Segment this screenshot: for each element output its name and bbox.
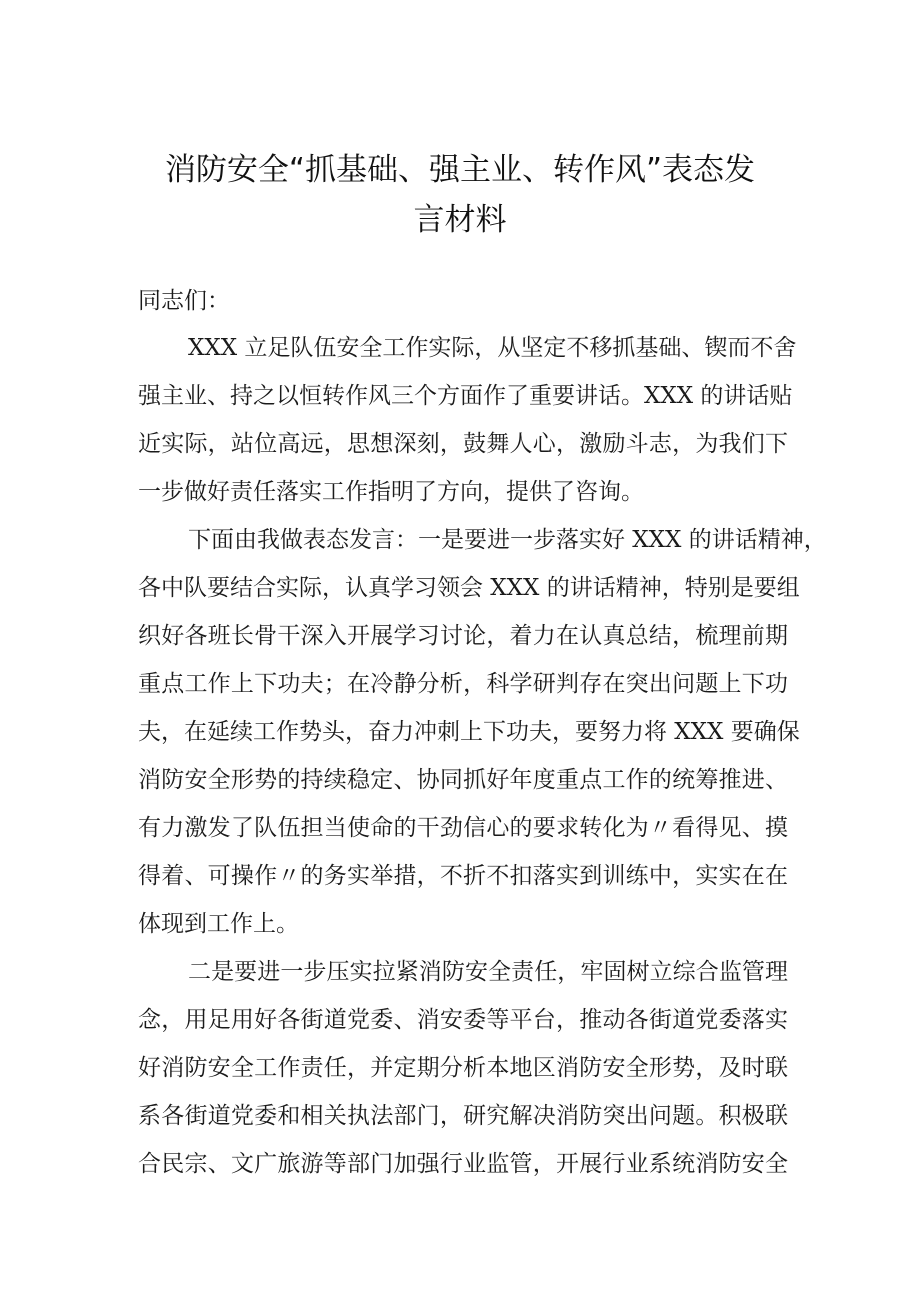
body-line: 好消防安全工作责任，并定期分析本地区消防安全形势，及时联 [138, 1055, 788, 1081]
body-line: 强主业、持之以恒转作风三个方面作了重要讲话。XXX 的讲话贴 [138, 383, 793, 409]
body-line: 二是要进一步压实拉紧消防安全责任，牢固树立综合监管理 [188, 959, 788, 985]
body-line: 下面由我做表态发言：一是要进一步落实好 XXX 的讲话精神， [188, 527, 827, 553]
salutation: 同志们： [138, 288, 230, 314]
body-line: XXX 立足队伍安全工作实际，从坚定不移抓基础、锲而不舍 [188, 335, 797, 361]
body-line: 得着、可操作〃的务实举措，不折不扣落实到训练中，实实在在 [138, 863, 788, 889]
body-line: 一步做好责任落实工作指明了方向，提供了咨询。 [138, 479, 644, 505]
document-title-line-1: 消防安全“抓基础、强主业、转作风”表态发 [164, 152, 756, 188]
body-line: 各中队要结合实际，认真学习领会 XXX 的讲话精神，特别是要组 [138, 575, 800, 601]
body-line: 系各街道党委和相关执法部门，研究解决消防突出问题。积极联 [138, 1103, 788, 1129]
body-line: 夫，在延续工作势头，奋力冲刺上下功夫，要努力将 XXX 要确保 [138, 719, 800, 745]
body-line: 有力激发了队伍担当使命的干劲信心的要求转化为〃看得见、摸 [138, 815, 788, 841]
body-line: 消防安全形势的持续稳定、协同抓好年度重点工作的统筹推进、 [138, 767, 788, 793]
body-line: 织好各班长骨干深入开展学习讨论，着力在认真总结，梳理前期 [138, 623, 788, 649]
body-line: 重点工作上下功夫；在冷静分析，科学研判存在突出问题上下功 [138, 671, 788, 697]
body-line: 念，用足用好各街道党委、消安委等平台，推动各街道党委落实 [138, 1007, 788, 1033]
body-line: 合民宗、文广旅游等部门加强行业监管，开展行业系统消防安全 [138, 1151, 788, 1177]
document-title-line-2: 言材料 [413, 202, 507, 238]
body-line: 近实际，站位高远，思想深刻，鼓舞人心，激励斗志，为我们下 [138, 431, 788, 457]
body-line: 体现到工作上。 [138, 911, 299, 937]
